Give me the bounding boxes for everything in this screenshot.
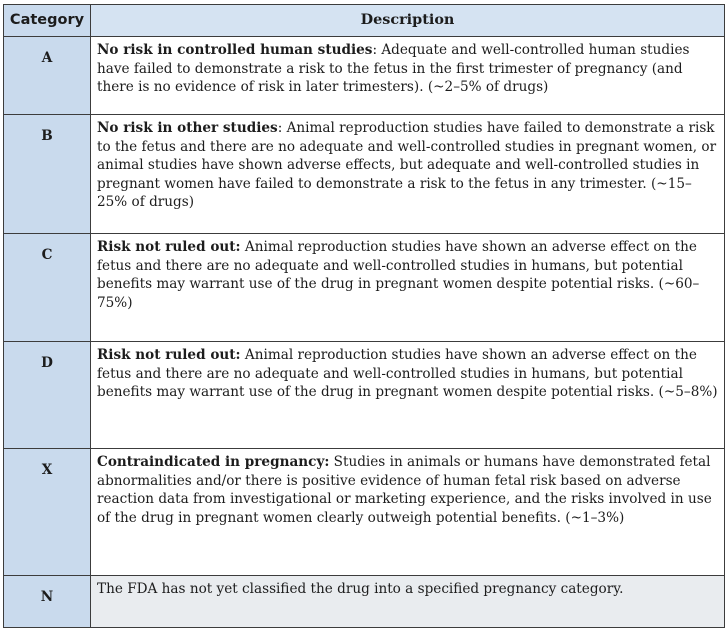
category-term: Contraindicated in pregnancy:	[97, 454, 330, 470]
category-cell: A	[4, 37, 91, 115]
description-cell	[91, 115, 725, 234]
pregnancy-category-table	[3, 4, 725, 628]
table-row-category-c	[4, 234, 725, 342]
category-description-text: : Adequate and well-controlled human studies have failed to demonstrate a risk to the fetus in the first trimester of pregnancy (and there is no evidence of risk in later trimesters). (~2–5% of drugs)	[97, 42, 690, 96]
category-term: Risk not ruled out:	[97, 347, 241, 363]
category-cell: X	[4, 449, 91, 576]
category-cell: B	[4, 115, 91, 234]
category-description-text: : Animal reproduction studies have failed to demonstrate a risk to the fetus and there are no adequate and well-controlled studies in pregnant women, or animal studies have shown adverse effects, but adequate and well-controlled studies in pregnant women have failed to demonstrate a risk to the fetus in any trimester. (~15–25% of drugs)	[97, 120, 717, 211]
description-cell	[91, 234, 725, 342]
table-row-category-b	[4, 115, 725, 234]
table-row-category-n	[4, 576, 725, 628]
description-cell	[91, 37, 725, 115]
description-cell	[91, 576, 725, 628]
category-term: No risk in controlled human studies	[97, 42, 373, 58]
category-term: No risk in other studies	[97, 120, 278, 136]
category-description-text: Animal reproduction studies have shown an adverse effect on the fetus and there are no adequate and well-controlled studies in humans, but potential benefits may warrant use of the drug in pregnant women despite potential risks. (~5–8%)	[97, 347, 718, 401]
category-cell: D	[4, 342, 91, 449]
table-row-category-x	[4, 449, 725, 576]
category-cell: N	[4, 576, 91, 628]
table-row-category-a	[4, 37, 725, 115]
category-description-text: The FDA has not yet classified the drug into a specified pregnancy category.	[97, 581, 624, 597]
table-row-category-d	[4, 342, 725, 449]
description-cell	[91, 342, 725, 449]
table-header-row	[4, 5, 725, 37]
description-cell	[91, 449, 725, 576]
category-description-text: Animal reproduction studies have shown an adverse effect on the fetus and there are no adequate and well-controlled studies in humans, but potential benefits may warrant use of the drug in pregnant women despite potential risks. (~60–75%)	[97, 239, 700, 311]
category-cell: C	[4, 234, 91, 342]
category-description-text: Studies in animals or humans have demonstrated fetal abnormalities and/or there is positive evidence of human fetal risk based on adverse reaction data from investigational or marketing experience, and the risks involved in use of the drug in pregnant women clearly outweigh potential benefits. (~1–3%)	[97, 454, 712, 526]
column-header-category: Category	[4, 5, 91, 37]
column-header-description: Description	[91, 5, 725, 37]
category-term: Risk not ruled out:	[97, 239, 241, 255]
